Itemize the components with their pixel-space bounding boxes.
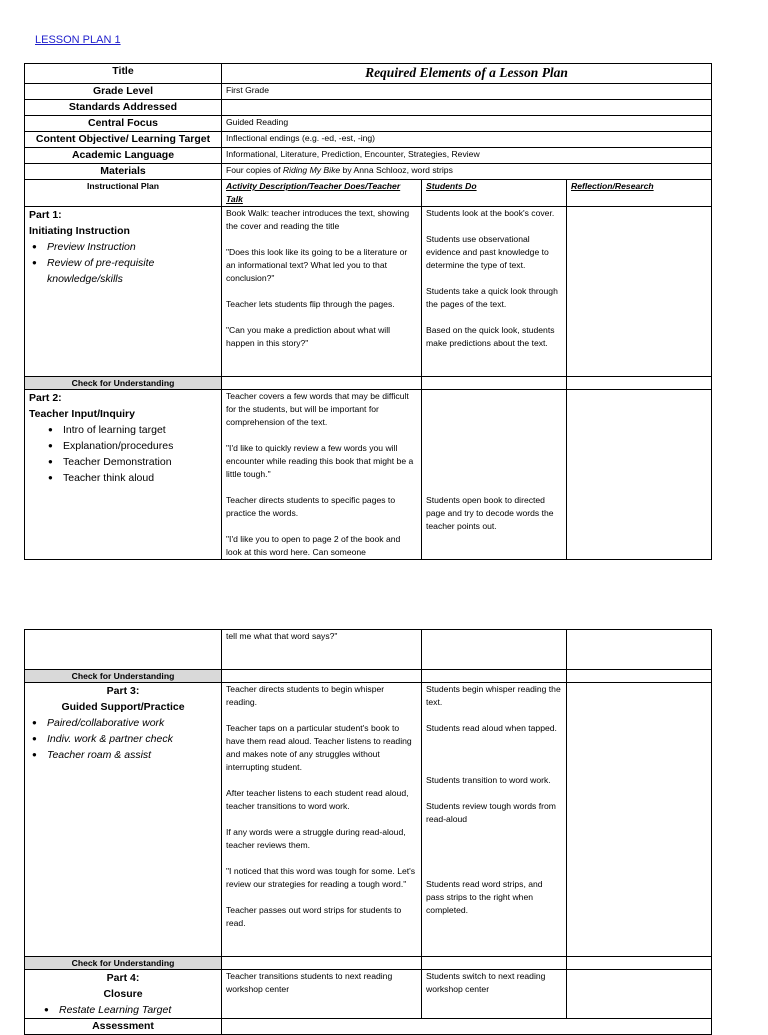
part2-bullet: ● Intro of learning target: [29, 422, 217, 438]
students-do-column-header: Students Do: [422, 180, 567, 207]
part1-students-text: Students use observational evidence and past knowledge to determine the type of text.: [426, 234, 549, 270]
part1-title: Initiating Instruction: [29, 225, 130, 237]
part2-reflection-cell: [567, 390, 712, 560]
part1-students-cell: [422, 207, 567, 377]
part3-students-cell: [422, 683, 567, 957]
part3-students-text: Students read aloud when tapped.: [426, 723, 557, 733]
part2-bullet: ● Teacher Demonstration: [29, 454, 217, 470]
part3-teacher-text: "I noticed that this word was tough for some. Let's review our strategies for reading a tough word.": [226, 866, 416, 889]
title-value: Required Elements of a Lesson Plan: [222, 64, 712, 84]
part2-bullet: ● Teacher think aloud: [29, 470, 217, 486]
part4-heading: Part 4:: [106, 972, 140, 984]
assessment-label: Assessment: [25, 1019, 222, 1035]
part3-bullet: ● Indiv. work & partner check: [29, 731, 217, 747]
part3-students-text: Students transition to word work.: [426, 775, 551, 785]
part1-heading: Part 1:: [29, 209, 62, 221]
check-for-understanding-label: Check for Understanding: [25, 957, 222, 970]
part4-students-cell: Students switch to next reading workshop center: [422, 970, 567, 1019]
lesson-plan-table-page-2: [24, 629, 712, 1035]
part2-title: Teacher Input/Inquiry: [29, 408, 135, 420]
content-objective-value: Inflectional endings (e.g. -ed, -est, -ing): [222, 132, 712, 148]
part1-teacher-text: "Does this look like its going to be a literature or an informational text? What led you to that conclusion?": [226, 247, 408, 283]
part4-label-cell: [25, 970, 222, 1019]
part3-teacher-text: If any words were a struggle during read-aloud, teacher reviews them.: [226, 827, 406, 850]
grade-level-label: Grade Level: [25, 84, 222, 100]
standards-value: [222, 100, 712, 116]
part2-teacher-cell: [222, 390, 422, 560]
part2-teacher-text: "I'd like you to open to page 2 of the book and look at this word here. Can someone: [226, 534, 401, 557]
part1-bullet: ● Preview Instruction: [29, 239, 217, 255]
instructional-plan-label: Instructional Plan: [25, 180, 222, 207]
part3-students-text: Students review tough words from read-aloud: [426, 801, 556, 824]
part3-bullet: ● Teacher roam & assist: [29, 747, 217, 763]
part1-teacher-text: Book Walk: teacher introduces the text, showing the cover and reading the title: [226, 208, 410, 231]
part2-heading: Part 2:: [29, 392, 62, 404]
part2-students-cell: [422, 390, 567, 560]
part4-reflection-cell: [567, 970, 712, 1019]
part2-teacher-continued: tell me what that word says?": [222, 630, 422, 670]
part2-teacher-text: "I'd like to quickly review a few words you will encounter while reading this book that might be a little tough.": [226, 443, 414, 479]
part2-teacher-text: Teacher directs students to specific pages to practice the words.: [226, 495, 396, 518]
academic-language-label: Academic Language: [25, 148, 222, 164]
part3-title: Guided Support/Practice: [61, 701, 185, 713]
standards-label: Standards Addressed: [25, 100, 222, 116]
book-title: Riding My Bike: [282, 165, 341, 175]
part1-students-text: Students take a quick look through the pages of the text.: [426, 286, 558, 309]
part4-bullet: ● Restate Learning Target: [29, 1002, 217, 1018]
part3-students-text: Students read word strips, and pass strips to the right when completed.: [426, 879, 543, 915]
check-for-understanding-label: Check for Understanding: [25, 670, 222, 683]
part3-teacher-cell: [222, 683, 422, 957]
part2-bullet: ● Explanation/procedures: [29, 438, 217, 454]
part1-teacher-cell: [222, 207, 422, 377]
part1-label-cell: [25, 207, 222, 377]
check-for-understanding-label: Check for Understanding: [25, 377, 222, 390]
central-focus-value: Guided Reading: [222, 116, 712, 132]
reflection-column-header: Reflection/Research: [567, 180, 712, 207]
grade-level-value: First Grade: [222, 84, 712, 100]
part4-teacher-cell: Teacher transitions students to next reading workshop center: [222, 970, 422, 1019]
part3-teacher-text: Teacher directs students to begin whisper reading.: [226, 684, 385, 707]
part3-teacher-text: Teacher taps on a particular student's book to have them read aloud. Teacher listens to reading and makes note of any struggles without interrupting student.: [226, 723, 412, 772]
activity-column-header: Activity Description/Teacher Does/Teacher Talk: [222, 180, 422, 207]
part3-teacher-text: After teacher listens to each student read aloud, teacher transitions to word work.: [226, 788, 409, 811]
part3-heading: Part 3:: [106, 685, 140, 697]
materials-label: Materials: [25, 164, 222, 180]
part2-label-cell: [25, 390, 222, 560]
part1-students-text: Based on the quick look, students make predictions about the text.: [426, 325, 555, 348]
part1-bullet: ● Review of pre-requisite knowledge/skills: [29, 255, 217, 287]
part3-students-text: Students begin whisper reading the text.: [426, 684, 561, 707]
part2-teacher-text: Teacher covers a few words that may be difficult for the students, but will be important for comprehension of the text.: [226, 391, 409, 427]
part3-label-cell: [25, 683, 222, 957]
part3-reflection-cell: [567, 683, 712, 957]
part3-bullet: ● Paired/collaborative work: [29, 715, 217, 731]
content-objective-label: Content Objective/ Learning Target: [25, 132, 222, 148]
central-focus-label: Central Focus: [25, 116, 222, 132]
part1-reflection-cell: [567, 207, 712, 377]
part4-title: Closure: [103, 988, 143, 1000]
materials-value: Four copies of Riding My Bike by Anna Schlooz, word strips: [222, 164, 712, 180]
academic-language-value: Informational, Literature, Prediction, Encounter, Strategies, Review: [222, 148, 712, 164]
lesson-plan-link[interactable]: LESSON PLAN 1: [35, 34, 121, 46]
part1-teacher-text: "Can you make a prediction about what will happen in this story?": [226, 325, 391, 348]
title-label: Title: [25, 64, 222, 84]
part2-students-text: Students open book to directed page and try to decode words the teacher points out.: [426, 495, 554, 531]
part1-teacher-text: Teacher lets students flip through the pages.: [226, 299, 395, 309]
part1-students-text: Students look at the book's cover.: [426, 208, 555, 218]
part3-teacher-text: Teacher passes out word strips for students to read.: [226, 905, 402, 928]
lesson-plan-table-page-1: [24, 63, 712, 560]
